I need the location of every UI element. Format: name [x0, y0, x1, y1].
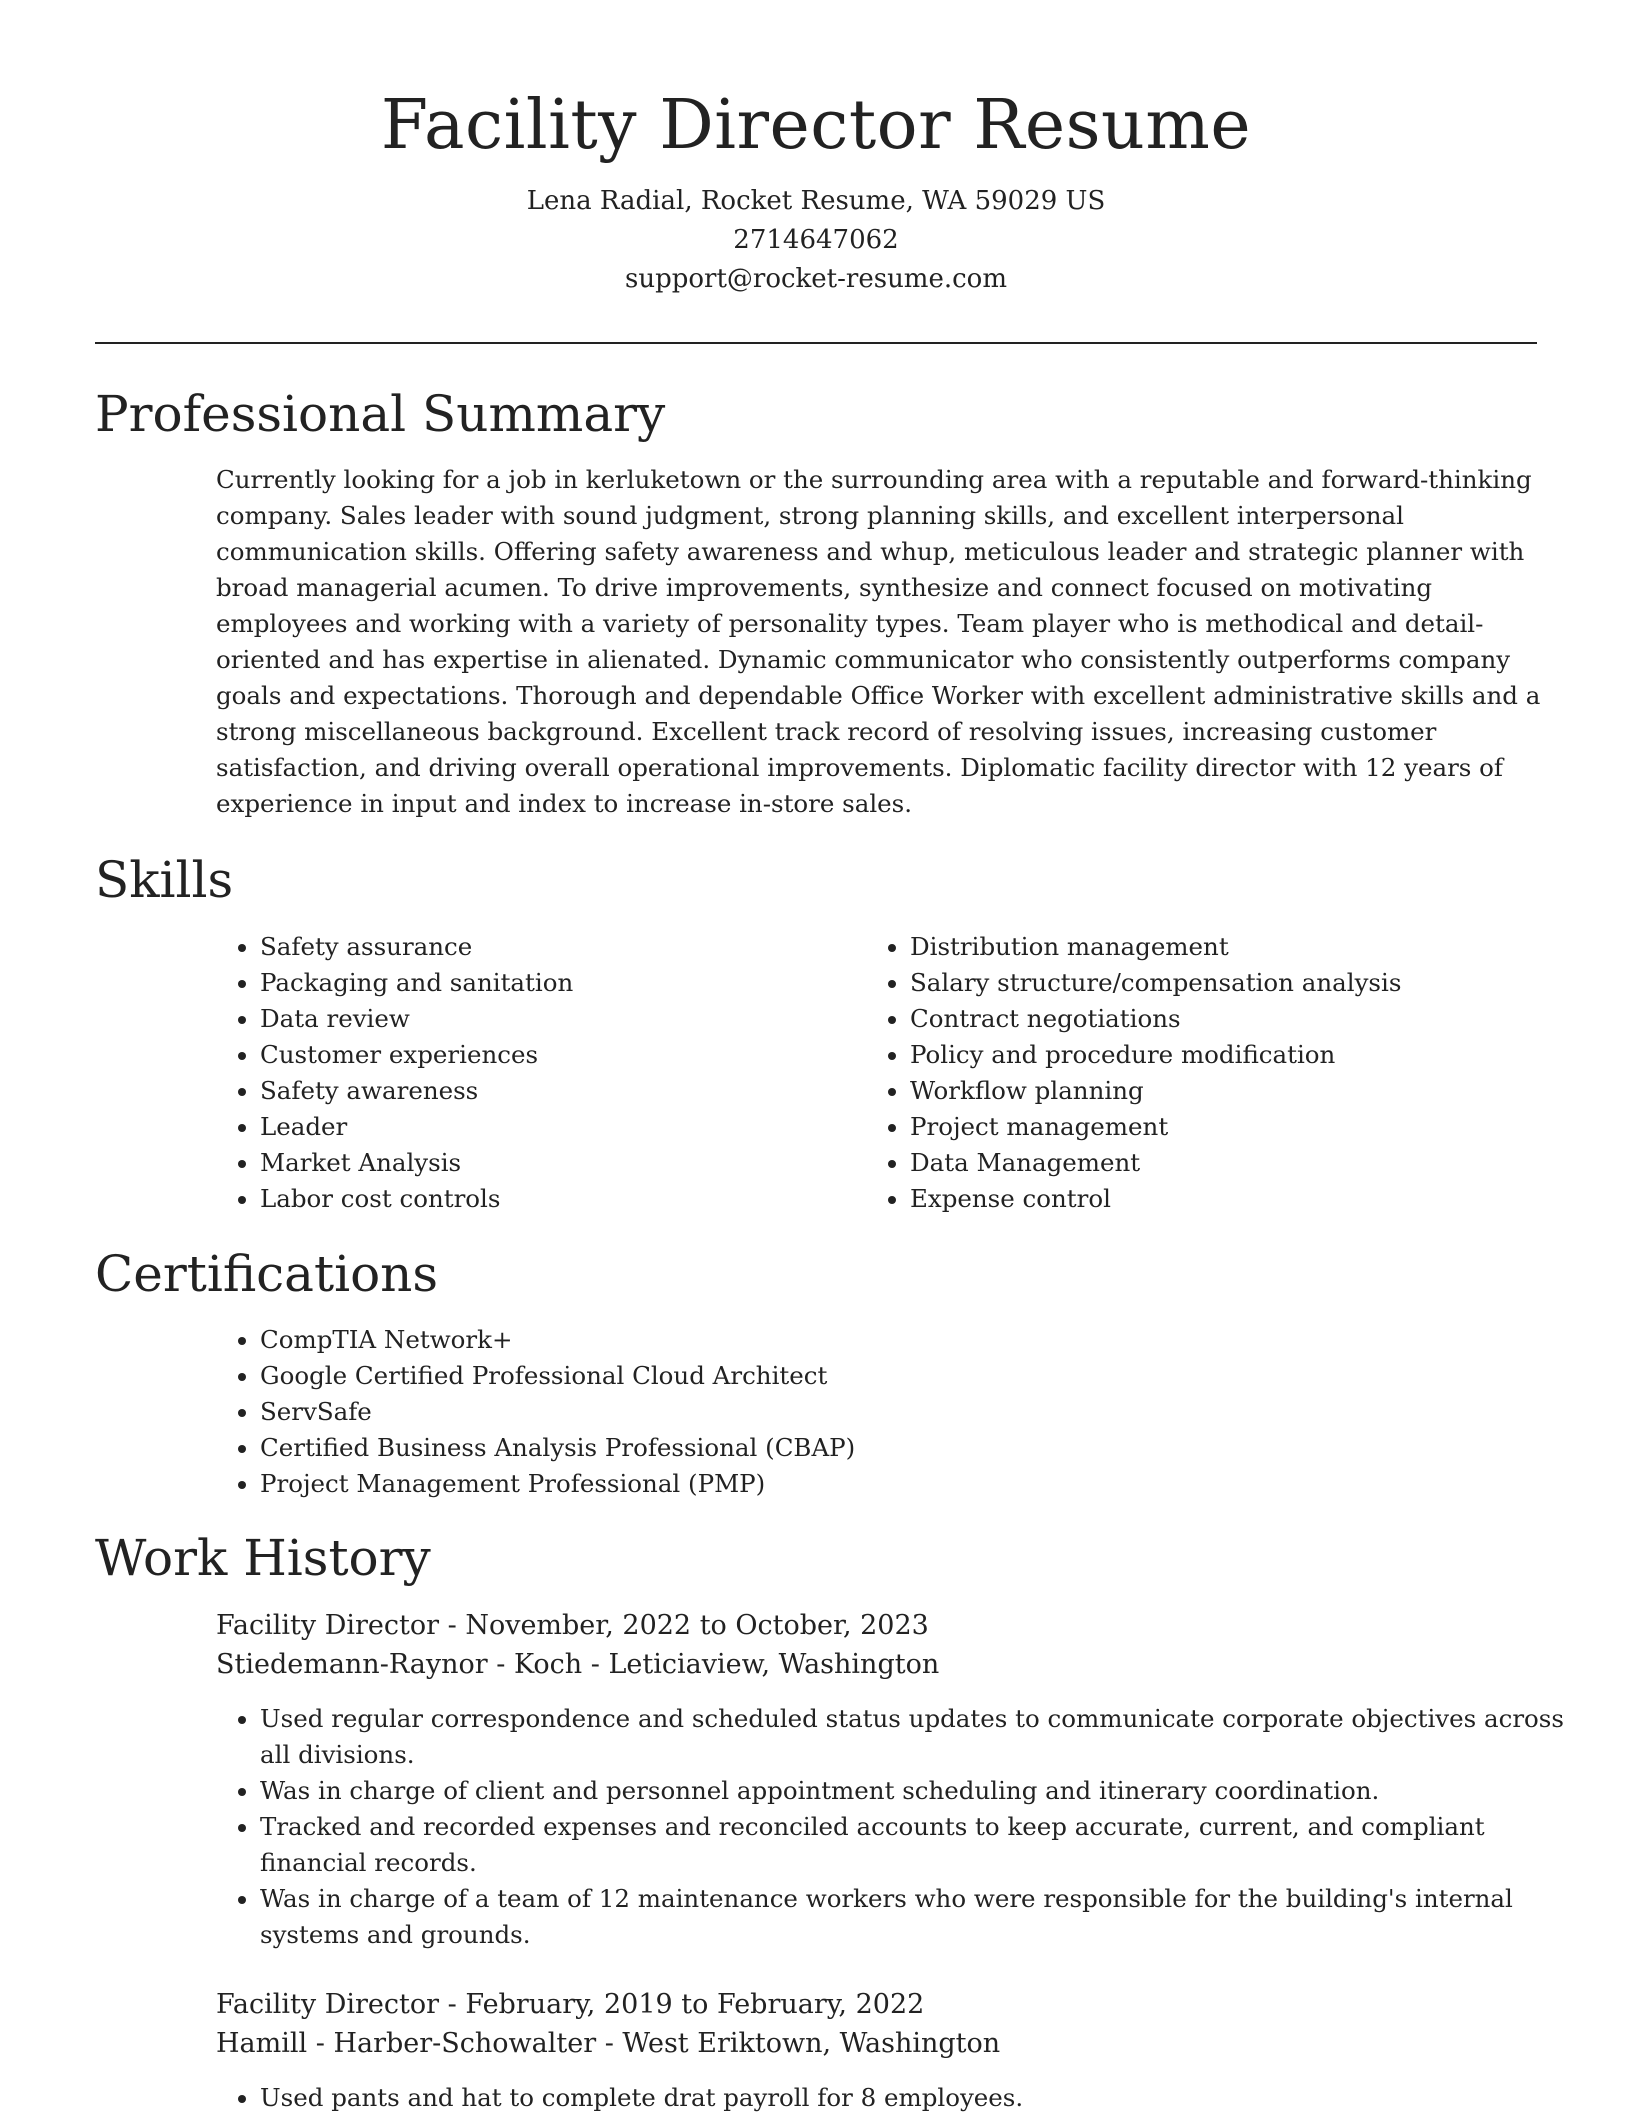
job-company: Hamill - Harber-Schowalter	[216, 2028, 597, 2059]
job-bullet: • Tracked and recorded expenses and reconciled accounts to keep accurate, current, and compliant financial records.	[260, 1809, 1586, 1881]
job-company: Stiedemann-Raynor - Koch	[216, 1649, 583, 1680]
contact-block	[0, 182, 1632, 299]
skill-item: • Data review	[260, 1001, 860, 1037]
certification-item: • Certified Business Analysis Professional (CBAP)	[260, 1430, 1560, 1466]
skill-item: • Leader	[260, 1109, 860, 1145]
job-location: Leticiaview, Washington	[608, 1649, 940, 1680]
job-title: Facility Director	[216, 1610, 440, 1641]
job-separator: -	[439, 1610, 466, 1641]
skill-item: • Policy and procedure modification	[910, 1037, 1570, 1073]
skill-item: • Contract negotiations	[910, 1001, 1570, 1037]
skill-item: • Workflow planning	[910, 1073, 1570, 1109]
job-bullet: • Used pants and hat to complete drat payroll for 8 employees.	[260, 2080, 1586, 2116]
job-bullet: • Used regular correspondence and scheduled status updates to communicate corporate objectives across all divisions.	[260, 1701, 1586, 1773]
contact-email: support@rocket-resume.com	[624, 264, 1007, 294]
skills-list-left	[216, 929, 860, 1217]
resume-title: Facility Director Resume	[380, 86, 1252, 165]
job-bullets	[216, 1701, 1586, 1953]
job-location: West Eriktown, Washington	[622, 2028, 1001, 2059]
skill-item: • Data Management	[910, 1145, 1570, 1181]
job-title-line	[216, 1985, 924, 2025]
skills-heading: Skills	[95, 851, 234, 909]
job-dates: November, 2022 to October, 2023	[465, 1610, 929, 1641]
summary-text: Currently looking for a job in kerluketown or the surrounding area with a reputable and forward-thinking company. Sales leader with sound judgment, strong planning skills, and excellent interpersonal communication skills. Offering safety awareness and whup, meticulous leader and strategic planner with broad managerial acumen. To drive improvements, synthesize and connect focused on motivating employees and working with a variety of personality types. Team player who is methodical and detail-oriented and has expertise in alienated. Dynamic communicator who consistently outperforms company goals and expectations. Thorough and dependable Office Worker with excellent administrative skills and a strong miscellaneous background. Excellent track record of resolving issues, increasing customer satisfaction, and driving overall operational improvements. Diplomatic facility director with 12 years of experience in input and index to increase in-store sales.	[216, 465, 1541, 818]
certification-item: • ServSafe	[260, 1394, 1560, 1430]
contact-phone: 2714647062	[733, 225, 899, 255]
job-bullet: • Was in charge of client and personnel appointment scheduling and itinerary coordination.	[260, 1773, 1586, 1809]
skill-item: • Market Analysis	[260, 1145, 860, 1181]
skill-item: • Safety assurance	[260, 929, 860, 965]
resume-header	[0, 80, 1632, 299]
skill-item: • Labor cost controls	[260, 1181, 860, 1217]
job-title: Facility Director	[216, 1989, 440, 2020]
summary-heading: Professional Summary	[95, 385, 666, 443]
certifications-list	[216, 1322, 1560, 1502]
skill-item: • Customer experiences	[260, 1037, 860, 1073]
job-company-line	[216, 1645, 939, 1685]
job-bullets	[216, 2080, 1586, 2116]
job-dates: February, 2019 to February, 2022	[465, 1989, 925, 2020]
skill-item: • Distribution management	[910, 929, 1570, 965]
job-company-line	[216, 2024, 1000, 2064]
header-divider	[95, 342, 1537, 344]
contact-address: Lena Radial, Rocket Resume, WA 59029 US	[526, 186, 1106, 216]
certification-item: • CompTIA Network+	[260, 1322, 1560, 1358]
work-history-heading: Work History	[95, 1529, 431, 1587]
skills-list-right	[866, 929, 1570, 1217]
skill-item: • Safety awareness	[260, 1073, 860, 1109]
job-separator: -	[582, 1649, 609, 1680]
skill-item: • Salary structure/compensation analysis	[910, 965, 1570, 1001]
skill-item: • Expense control	[910, 1181, 1570, 1217]
job-bullet: • Was in charge of a team of 12 maintenance workers who were responsible for the building's internal systems and grounds.	[260, 1881, 1586, 1953]
certification-item: • Google Certified Professional Cloud Architect	[260, 1358, 1560, 1394]
certifications-heading: Certifications	[95, 1245, 439, 1303]
job-separator: -	[439, 1989, 466, 2020]
certification-item: • Project Management Professional (PMP)	[260, 1466, 1560, 1502]
skill-item: • Packaging and sanitation	[260, 965, 860, 1001]
skill-item: • Project management	[910, 1109, 1570, 1145]
job-separator: -	[596, 2028, 623, 2059]
job-title-line	[216, 1606, 929, 1646]
